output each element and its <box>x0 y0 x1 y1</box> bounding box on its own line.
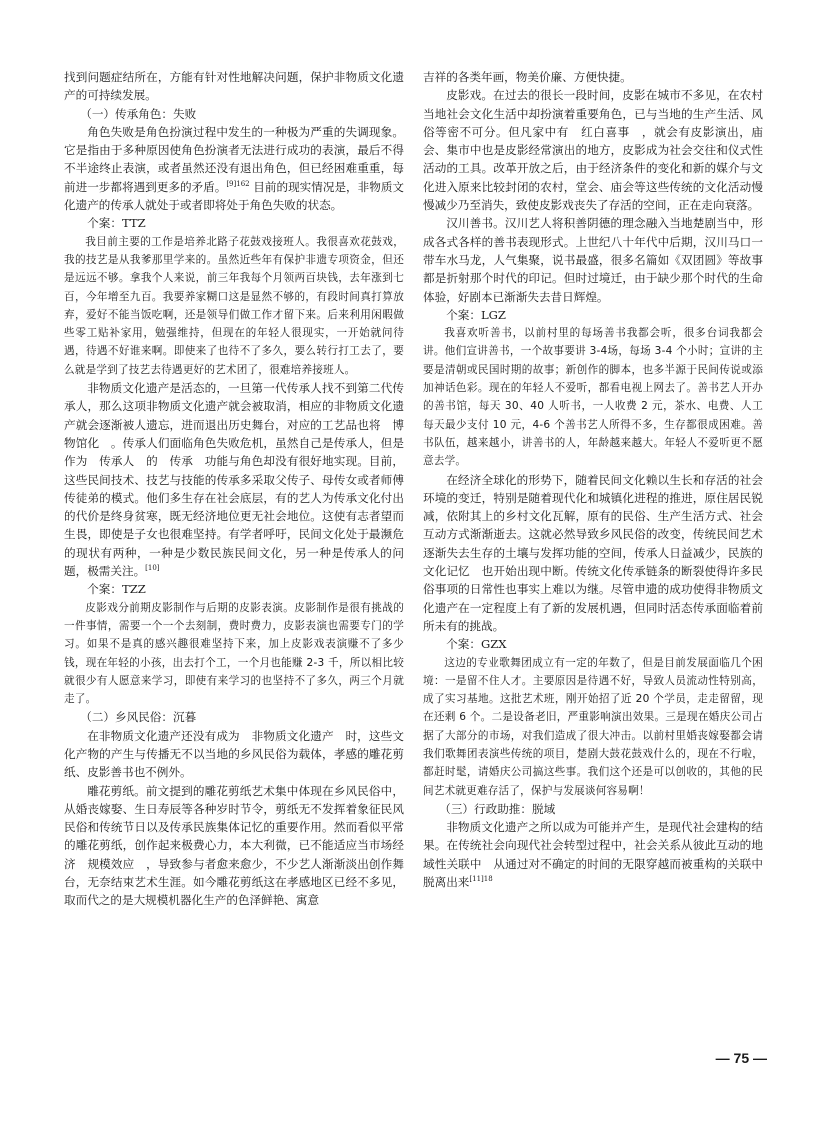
continued-paragraph <box>64 68 404 105</box>
body-paragraph <box>423 214 763 305</box>
section-heading <box>64 105 404 123</box>
interview-quote <box>64 233 404 379</box>
body-paragraph <box>423 471 775 636</box>
body-paragraph <box>64 379 404 580</box>
paragraph-text: 雕花剪纸。前文提到的雕花剪纸艺术集中体现在乡风民俗中，从婚丧嫁娶、生日寿辰等各种岁时节令，剪纸无不发挥着象征民风民俗和传统节日以及传承民族集体记忆的重要作用。然而看似平常的雕花剪纸，创作起来极费心力，本大利微，已不能适应当市场经济 规模效应 ，导致参与者愈来愈少，不少艺人渐渐淡出创作舞台，无奈结束艺术生涯。如今雕花剪纸这在孝感地区已经不多见，取而代之的是大规模机器化生产的色泽鲜艳、寓意 <box>64 783 404 908</box>
paragraph-text: 非物质文化遗产之所以成为可能并产生，是现代社会建构的结果。在传统社会向现代社会转型过程中，社会关系从彼此互动的地域性关联中 从通过对不确定的时间的无限穿越而被重构的关联中 脱离出来 <box>423 820 775 890</box>
interview-quote <box>64 599 404 709</box>
right-column <box>423 68 775 891</box>
paragraph-text: 皮影戏。在过去的很长一段时间，皮影在城市不多见，在农村当地社会文化生活中却扮演着重要角色，已与当地的生产生活、风俗等密不可分。但凡家中有 红白喜事 ，就会有皮影演出，庙会、集市中也是皮影经常演出的地方，皮影成为社会交往和仪式性活动的工具。改革开放之后，由于经济条件的变化和新的媒介与文化进入原来比较封闭的农村，堂会、庙会等这些传统的文化活动慢慢减少乃至消失，致使皮影戏丧失了存活的空间，正在走向衰落。 <box>423 88 763 213</box>
paragraph-text: 非物质文化遗产是活态的，一旦第一代传承人找不到第二代传承人，那么这项非物质文化遗产就会被取消，相应的非物质文化遗产就会逐渐被人遗忘，进而退出历史舞台，对应的工艺品也将 博物馆化 。传承人们面临角色失败危机，虽然自己是传承人，但是作为 传承人 的 传承 功能与角色却没有很好地实现。目前，这些民间技术、技艺与技能的传承多采取父传子、母传女或者师傅传徒弟的模式。他们多生存在社会底层，有的艺人为传承文化付出的代价是终身贫寒，既无经济地位更无社会地位。这使有志者望而生畏，即使是子女也很难坚持。有学者呼吁，民间文化处于最濒危的现状有两种，一种是少数民族民间文化，另一种是传承人的问题，极需关注。 <box>64 381 404 579</box>
paragraph-text: 我喜欢听善书，以前村里的每场善书我都会听，很多台词我都会讲。他们宣讲善书，一个故事要讲 3-4场，每场 3-4 个小时；宣讲的主要是清朝或民国时期的故事；新创作的脚本，也多半源于民间传说或添加神话色彩。现在的年轻人不爱听，都看电视上网去了。善书艺人开办的善书馆，每天 30、40 人听书，一人收费 2 元，茶水、电费、人工每天最少支付 10 元，4-6 个善书艺人所得不多，生存都很成困难。善书队伍，越来越小，讲善书的人，年龄越来越大。年轻人不爱听更不愿意去学。 <box>423 327 763 468</box>
body-paragraph <box>423 86 763 214</box>
paragraph-text: 吉祥的各类年画，物美价廉、方便快捷。 <box>423 70 632 84</box>
paragraph-text: 汉川善书。汉川艺人将积善阴德的理念融入当地楚剧当中，形成各式各样的善书表现形式。上世纪八十年代中后期，汉川马口一带车水马龙，人气集聚，说书最盛，很多名篇如《双团圆》等故事都是折射那个时代的印记。但时过境迁，由于缺少那个时代的生命体验，好剧本已渐渐失去昔日辉煌。 <box>423 216 763 304</box>
body-paragraph <box>64 123 404 214</box>
paragraph-text: 个案：GZX <box>446 637 507 652</box>
continued-paragraph <box>423 68 763 86</box>
left-column <box>64 68 404 910</box>
case-label <box>423 306 763 324</box>
body-paragraph <box>423 818 775 891</box>
paragraph-text: （三）行政助推：脱域 <box>439 801 556 816</box>
interview-quote <box>423 324 763 470</box>
citation-ref: [10] <box>145 564 160 573</box>
paragraph-text: （二）乡风民俗：沉暮 <box>80 710 197 725</box>
page-number: — 75 — <box>715 1050 767 1066</box>
citation-ref: [11]18 <box>469 875 493 884</box>
body-paragraph <box>64 782 404 910</box>
section-heading <box>64 708 404 726</box>
case-label <box>64 580 404 598</box>
paragraph-text: 在非物质文化遗产还没有成为 非物质文化遗产 时，这些文化产物的产生与传播无不以当地的乡风民俗为载体，孝感的雕花剪纸、皮影善书也不例外。 <box>64 728 404 780</box>
paragraph-text: 找到问题症结所在，方能有针对性地解决问题，保护非物质文化遗产的可持续发展。 <box>64 70 404 103</box>
section-heading <box>423 800 763 818</box>
paragraph-text: 角色失败是角色扮演过程中发生的一种极为严重的失调现象。它是指由于多种原因使角色扮演者无法进行成功的表演，最后不得不半途终止表演，或者虽然还没有退出角色，但已经困难重重，每前进一步都将遇到更多的矛盾。 <box>64 124 404 194</box>
paragraph-text: （一）传承角色：失败 <box>80 106 197 121</box>
paragraph-text: 个案：LGZ <box>446 307 506 322</box>
paragraph-text: 在经济全球化的形势下，随着民间文化赖以生长和存活的社会环境的变迁，特别是随着现代化和城镇化进程的推进，原住居民锐减，依附其上的乡村文化瓦解，原有的民俗、生产生活方式、社会互动方式渐渐逝去。这就必然导致乡风民俗的改变，传统民间艺术逐渐失去生存的土壤与发挥功能的空间，传承人日益减少，民族的 文化记忆 也开始出现中断。传统文化传承链条的断裂使得许多民俗事项的日常性也事实上难以为继。尽管申遗的成功使得非物质文化遗产在一定程度上有了新的发展机遇，但同时活态传承面临着前所未有的挑战。 <box>423 472 775 633</box>
case-label <box>423 635 763 653</box>
paragraph-text: 这边的专业歌舞团成立有一定的年数了，但是目前发展面临几个困境：一是留不住人才。主要原因是待遇不好，导致人员流动性特别高，成了实习基地。这批艺术班，刚开始招了近 20 个学员，走走留留，现在还剩 6 个。二是设备老旧，严重影响演出效果。三是现在婚庆公司占据了大部分的市场，对我们造成了很大冲击。以前村里婚丧嫁娶都会请我们歌舞团表演些传统的项目，楚剧大鼓花鼓戏什么的，现在不行啦，都赶时髦，请婚庆公司搞这些事。我们这个还是可以创收的，其他的民间艺术就更难存活了，保护与发展谈何容易啊！ <box>423 656 763 797</box>
paragraph-text: 皮影戏分前期皮影制作与后期的皮影表演。皮影制作是很有挑战的一件事情，需要一个一个去刻制，费时费力，皮影表演也需要专门的学习。如果不是真的感兴趣很难坚持下来，加上皮影戏表演赚不了多少钱，现在年轻的小孩，出去打个工，一个月也能赚 2-3 千，所以相比较就很少有人愿意来学习，即使有来学习的也坚持不了多久，两三个月就走了。 <box>64 601 404 706</box>
interview-quote <box>423 654 763 800</box>
citation-ref: [9]162 <box>226 179 250 188</box>
paragraph-text: 个案：TZZ <box>87 582 146 597</box>
paragraph-text: 个案：TTZ <box>87 216 146 231</box>
paragraph-text: 我目前主要的工作是培养北路子花鼓戏接班人。我很喜欢花鼓戏，我的技艺是从我爹那里学来的。虽然近些年有保护非遗专项资金，但还是远远不够。拿我个人来说，前三年我每个月领两百块钱，去年涨到七百，今年增至九百。我要养家糊口这是显然不够的，有段时间真打算放弃，爱好不能当饭吃啊，还是领导们做工作才留下来。后来利用闲暇做些零工贴补家用，勉强维持，但现在的年轻人很现实，一开始就问待遇，待遇不好谁来啊。即使来了也待不了多久，要么转行打工去了，要么就是学到了技艺去待遇更好的艺术团了，很难培养接班人。 <box>64 235 404 376</box>
body-paragraph <box>64 727 404 782</box>
case-label <box>64 214 404 232</box>
paragraph-text: 目前的现实情况是，非物质文化遗产的传承人就处于或者即将处于角色失败的状态。 <box>64 179 405 213</box>
